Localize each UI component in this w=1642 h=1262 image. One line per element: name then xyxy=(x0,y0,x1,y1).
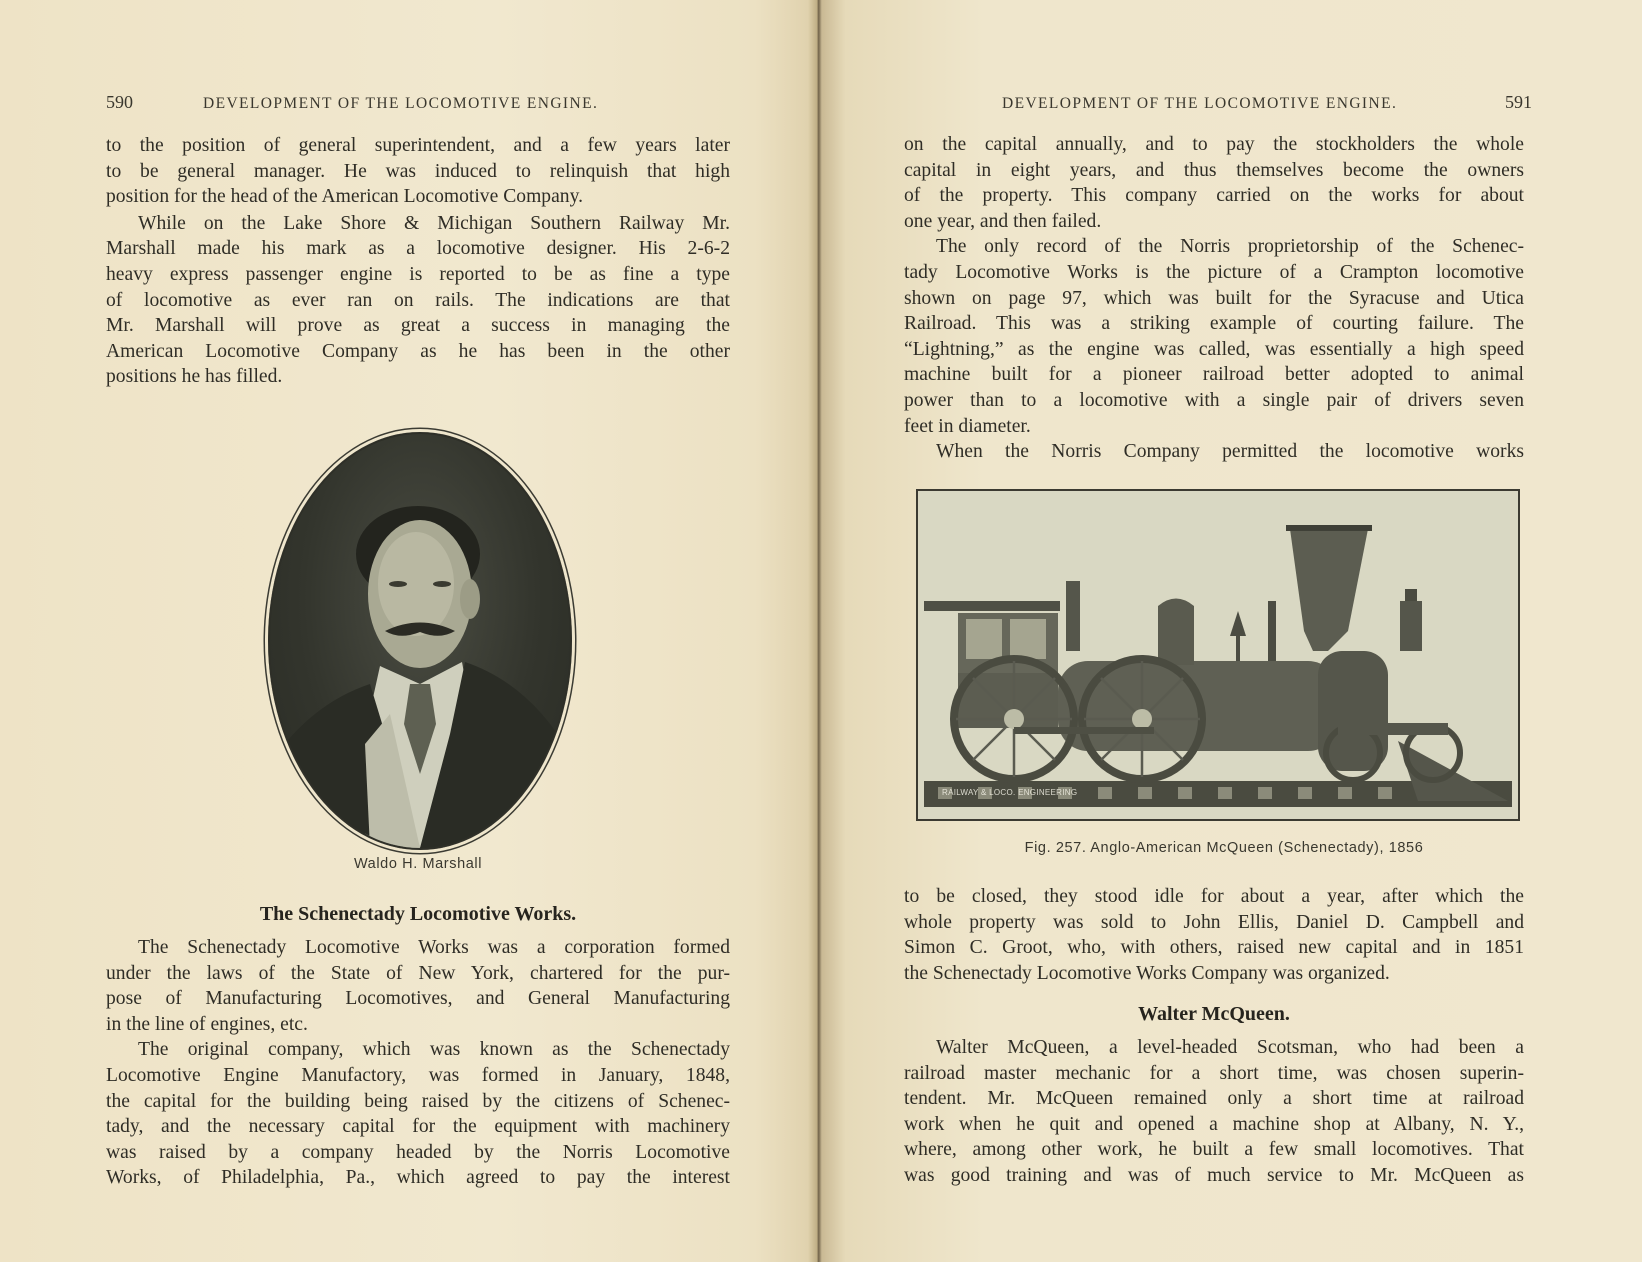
text-line: heavy express passenger engine is reported to be as fine a type xyxy=(106,263,730,285)
text-line: shown on page 97, which was built for the Syracuse and Utica xyxy=(904,287,1524,309)
paragraph xyxy=(904,439,1524,465)
left-running-head xyxy=(106,92,726,116)
paragraph xyxy=(904,884,1524,986)
text-line: work when he quit and opened a machine shop at Albany, N. Y., xyxy=(904,1113,1524,1135)
text-line: the capital for the building being raised by the citizens of Schenec- xyxy=(106,1090,730,1112)
text-line: of the property. This company carried on the works for about xyxy=(904,185,1524,207)
text-line: Mr. Marshall will prove as great a success in managing the xyxy=(106,315,730,337)
text-line: capital in eight years, and thus themselves become the owners xyxy=(904,159,1524,181)
text-line: on the capital annually, and to pay the stockholders the whole xyxy=(904,134,1524,155)
text-line: The Schenectady Locomotive Works was a corporation formed xyxy=(138,937,730,958)
text-line: Simon C. Groot, who, with others, raised new capital and in 1851 xyxy=(904,937,1524,959)
right-text-block-middle xyxy=(904,884,1524,986)
text-line: to the position of general superintendent, and a few years later xyxy=(106,135,730,156)
text-line: When the Norris Company permitted the locomotive works xyxy=(936,441,1524,463)
right-text-block-bottom xyxy=(904,1035,1524,1189)
paragraph xyxy=(106,1037,730,1191)
paragraph xyxy=(106,211,730,390)
text-line: railroad master mechanic for a short time, was chosen superin- xyxy=(904,1062,1524,1084)
page-number-left: 590 xyxy=(106,92,133,112)
text-line: was raised by a company headed by the Norris Locomotive xyxy=(106,1141,730,1163)
text-line: was good training and was of much service to Mr. McQueen as xyxy=(904,1164,1524,1186)
paragraph xyxy=(904,234,1524,439)
text-line: tendent. Mr. McQueen remained only a short time at railroad xyxy=(904,1088,1524,1110)
text-line: tady Locomotive Works is the picture of a Crampton locomotive xyxy=(904,261,1524,283)
section-heading-schenectady: The Schenectady Locomotive Works. xyxy=(259,903,577,925)
page-number-right: 591 xyxy=(1505,92,1532,112)
text-line: The original company, which was known as the Schenectady xyxy=(138,1039,730,1061)
text-line: Locomotive Engine Manufactory, was formed in January, 1848, xyxy=(106,1064,730,1086)
text-line: machine built for a pioneer railroad better adopted to animal xyxy=(904,364,1524,386)
text-line: Marshall made his mark as a locomotive designer. His 2-6-2 xyxy=(106,238,730,260)
text-line: whole property was sold to John Ellis, Daniel D. Campbell and xyxy=(904,911,1524,933)
text-line: of locomotive as ever ran on rails. The indications are that xyxy=(106,289,730,311)
text-line: position for the head of the American Locomotive Company. xyxy=(106,186,584,208)
text-line: The only record of the Norris proprietorship of the Schenec- xyxy=(936,236,1524,258)
text-line: in the line of engines, etc. xyxy=(106,1013,308,1035)
paragraph xyxy=(904,132,1524,234)
locomotive-illustration xyxy=(918,491,1518,819)
text-line: Walter McQueen, a level-headed Scotsman, who had been a xyxy=(936,1037,1524,1058)
text-line: American Locomotive Company as he has been in the other xyxy=(106,340,730,362)
paragraph xyxy=(904,1035,1524,1189)
left-text-block-top xyxy=(106,133,730,390)
text-line: to be general manager. He was induced to relinquish that high xyxy=(106,160,730,182)
text-line: the Schenectady Locomotive Works Company was organized. xyxy=(904,962,1390,984)
running-head-title-right: DEVELOPMENT OF THE LOCOMOTIVE ENGINE. xyxy=(1002,95,1398,112)
running-head-title-left: DEVELOPMENT OF THE LOCOMOTIVE ENGINE. xyxy=(203,95,599,112)
section-heading-mcqueen: Walter McQueen. xyxy=(1138,1003,1290,1025)
text-line: to be closed, they stood idle for about a year, after which the xyxy=(904,886,1524,907)
text-line: one year, and then failed. xyxy=(904,210,1102,232)
text-line: feet in diameter. xyxy=(904,415,1031,437)
left-page xyxy=(0,0,818,1262)
text-line: While on the Lake Shore & Michigan Southern Railway Mr. xyxy=(138,212,730,234)
text-line: under the laws of the State of New York, chartered for the pur- xyxy=(106,962,730,984)
text-line: tady, and the necessary capital for the equipment with machinery xyxy=(106,1116,730,1138)
right-running-head xyxy=(1002,92,1532,116)
figure-caption: Fig. 257. Anglo-American McQueen (Schenectady), 1856 xyxy=(1024,840,1424,856)
portrait-caption: Waldo H. Marshall xyxy=(353,856,483,872)
text-line: Railroad. This was a striking example of courting failure. The xyxy=(904,313,1524,335)
left-text-block-bottom xyxy=(106,935,730,1191)
figure-watermark: RAILWAY & LOCO. ENGINEERING xyxy=(942,788,1078,797)
portrait-illustration xyxy=(270,434,570,848)
paragraph xyxy=(106,935,730,1037)
right-text-block-top xyxy=(904,132,1524,465)
portrait-photo xyxy=(268,432,572,850)
text-line: pose of Manufacturing Locomotives, and General Manufacturing xyxy=(106,988,730,1010)
locomotive-figure xyxy=(916,489,1520,821)
text-line: “Lightning,” as the engine was called, was essentially a high speed xyxy=(904,338,1524,360)
text-line: power than to a locomotive with a single pair of drivers seven xyxy=(904,389,1524,411)
text-line: Works, of Philadelphia, Pa., which agreed to pay the interest xyxy=(106,1167,730,1189)
text-line: where, among other work, he built a few small locomotives. That xyxy=(904,1139,1524,1161)
text-line: positions he has filled. xyxy=(106,366,283,388)
paragraph xyxy=(106,133,730,210)
